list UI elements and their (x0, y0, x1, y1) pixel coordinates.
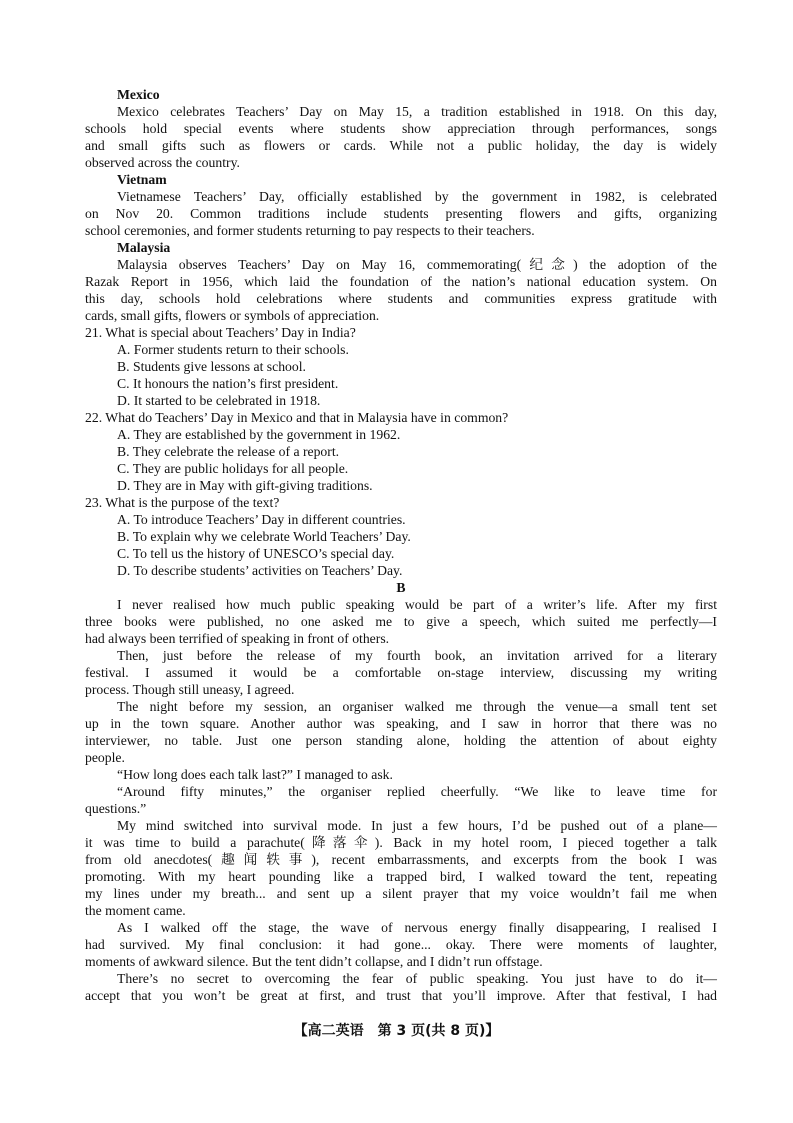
text-line: three books were published, no one asked me to give a speech, which suited me perfectly—I (85, 614, 717, 629)
text-line: Razak Report in 1956, which laid the foundation of the nation’s national education system. On (85, 274, 717, 289)
text-line: from old anecdotes(趣闻轶事), recent embarrassments, and excerpts from the book I was (85, 852, 717, 867)
text-line: As I walked off the stage, the wave of nervous energy finally disappearing, I realised I (117, 920, 717, 935)
text-line: C. It honours the nation’s first president. (117, 376, 339, 391)
text-line: on Nov 20. Common traditions include students presenting flowers and gifts, organizing (85, 206, 717, 221)
text-line: C. They are public holidays for all people. (117, 461, 349, 476)
text-line: A. To introduce Teachers’ Day in different countries. (117, 512, 406, 527)
text-line: my lines under my breath... and sent up a silent prayer that my voice wouldn’t fail me when (85, 886, 717, 901)
text-line: 23. What is the purpose of the text? (85, 495, 280, 510)
text-line: The night before my session, an organiser walked me through the venue—a small tent set (117, 699, 717, 714)
text-line: Malaysia observes Teachers’ Day on May 16, commemorating(纪念) the adoption of the (117, 257, 717, 272)
text-line: this day, schools hold celebrations where students and communities express gratitude with (85, 291, 717, 306)
text-line: B (396, 580, 406, 595)
text-line: B. They celebrate the release of a report. (117, 444, 340, 459)
text-line: “Around fifty minutes,” the organiser replied cheerfully. “We like to leave time for (117, 784, 717, 799)
text-line: up in the town square. Another author was speaking, and I saw in horror that there was no (85, 716, 717, 731)
text-line: had always been terrified of speaking in front of others. (85, 631, 390, 646)
text-line: A. Former students return to their schools. (117, 342, 349, 357)
text-line: promoting. With my heart pounding like a trapped bird, I walked toward the tent, repeating (85, 869, 717, 884)
text-line: Vietnamese Teachers’ Day, officially established by the government in 1982, is celebrated (117, 189, 717, 204)
text-line: moments of awkward silence. But the tent didn’t collapse, and I didn’t run offstage. (85, 954, 543, 969)
page-footer: 【高二英语 第 3 页(共 8 页)】 (293, 1023, 500, 1039)
text-line: C. To tell us the history of UNESCO’s special day. (117, 546, 395, 561)
text-line: and small gifts such as flowers or cards. While not a public holiday, the day is widely (85, 138, 717, 153)
text-line: B. Students give lessons at school. (117, 359, 306, 374)
text-line: accept that you won’t be great at first, and trust that you’ll improve. After that festival, I had (85, 988, 717, 1003)
text-line: I never realised how much public speaking would be part of a writer’s life. After my first (117, 597, 717, 612)
text-line: process. Though still uneasy, I agreed. (85, 682, 295, 697)
text-line: D. They are in May with gift-giving traditions. (117, 478, 373, 493)
text-line: school ceremonies, and former students returning to pay respects to their teachers. (85, 223, 535, 238)
text-line: questions.” (85, 801, 147, 816)
text-line: had survived. My final conclusion: it had gone... okay. There were moments of laughter, (85, 937, 717, 952)
text-line: schools hold special events where students show appreciation through performances, songs (85, 121, 717, 136)
text-line: festival. I assumed it would be a comfortable on-stage interview, discussing my writing (85, 665, 717, 680)
document-body (85, 86, 717, 1004)
text-line: interviewer, no table. Just one person standing alone, holding the attention of about eighty (85, 733, 717, 748)
text-line: cards, small gifts, flowers or symbols of appreciation. (85, 308, 380, 323)
text-line: 22. What do Teachers’ Day in Mexico and that in Malaysia have in common? (85, 410, 509, 425)
text-line: Mexico (117, 87, 160, 102)
text-line: people. (85, 750, 125, 765)
text-line: Vietnam (117, 172, 167, 187)
text-line: D. It started to be celebrated in 1918. (117, 393, 321, 408)
text-line: A. They are established by the government in 1962. (117, 427, 401, 442)
text-line: “How long does each talk last?” I managed to ask. (117, 767, 393, 782)
text-line: Then, just before the release of my fourth book, an invitation arrived for a literary (117, 648, 717, 663)
text-line: B. To explain why we celebrate World Teachers’ Day. (117, 529, 411, 544)
text-line: There’s no secret to overcoming the fear of public speaking. You just have to do it— (117, 971, 717, 986)
text-line: Malaysia (117, 240, 171, 255)
text-line: the moment came. (85, 903, 186, 918)
text-line: observed across the country. (85, 155, 240, 170)
text-line: D. To describe students’ activities on Teachers’ Day. (117, 563, 403, 578)
text-line: it was time to build a parachute(降落伞). Back in my hotel room, I pieced together a talk (85, 835, 717, 850)
text-line: My mind switched into survival mode. In just a few hours, I’d be pushed out of a plane— (117, 818, 717, 833)
text-line: 21. What is special about Teachers’ Day in India? (85, 325, 356, 340)
text-line: Mexico celebrates Teachers’ Day on May 15, a tradition established in 1918. On this day, (117, 104, 717, 119)
